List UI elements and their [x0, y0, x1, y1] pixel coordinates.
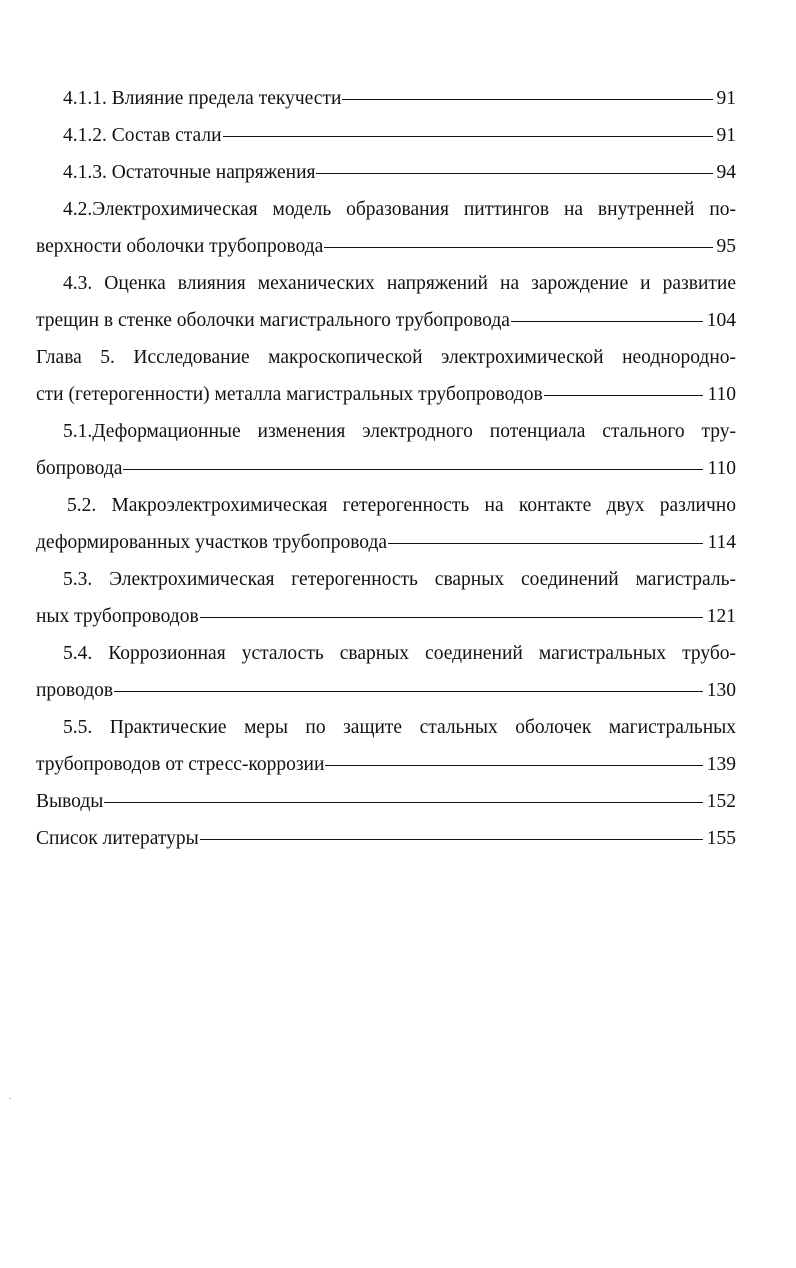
- toc-leader-line: [342, 99, 712, 100]
- toc-page-number: 91: [716, 88, 736, 109]
- toc-entry-title: бопровода: [36, 458, 123, 479]
- toc-entry-text-line: Глава 5. Исследование макроскопической электрохимической неоднородно-: [36, 347, 736, 368]
- toc-entry: [36, 487, 736, 561]
- toc-entry-last-line: [36, 228, 736, 265]
- toc-page-number: 104: [706, 310, 736, 331]
- toc-leader-line: [200, 839, 703, 840]
- toc-entry-title: ных трубопроводов: [36, 606, 199, 627]
- toc-entry-text-line: 5.2. Макроэлектрохимическая гетерогенность на контакте двух различно: [67, 495, 736, 516]
- toc-entry: [36, 154, 736, 191]
- toc-entry: [36, 80, 736, 117]
- toc-entry-text-line: 5.5. Практические меры по защите стальных оболочек магистральных: [63, 717, 736, 738]
- toc-page-number: 130: [706, 680, 736, 701]
- toc-entry-text-line: 4.2.Электрохимическая модель образования питтингов на внутренней по-: [63, 199, 736, 220]
- toc-entry-last-line: [36, 117, 736, 154]
- toc-entry-title: сти (гетерогенности) металла магистральных трубопроводов: [36, 384, 543, 405]
- toc-entry-title: верхности оболочки трубопровода: [36, 236, 324, 257]
- toc-entry-text-line: 4.3. Оценка влияния механических напряжений на зарождение и развитие: [63, 273, 736, 294]
- toc-entry-last-line: [36, 820, 736, 857]
- toc-leader-line: [114, 691, 703, 692]
- toc-page-number: 91: [716, 125, 736, 146]
- toc-entry-title: Список литературы: [36, 828, 199, 849]
- toc-entry: [36, 709, 736, 783]
- toc-page-number: 121: [706, 606, 736, 627]
- toc-page-number: 139: [706, 754, 736, 775]
- toc-entry: [36, 820, 736, 857]
- toc-leader-line: [223, 136, 713, 137]
- toc-leader-line: [104, 802, 702, 803]
- toc-leader-line: [324, 247, 712, 248]
- toc-leader-line: [325, 765, 702, 766]
- toc-entry-title: деформированных участков трубопровода: [36, 532, 388, 553]
- toc-entry-last-line: [36, 672, 736, 709]
- toc-entry-last-line: [36, 450, 736, 487]
- toc-page-number: 110: [707, 458, 736, 479]
- toc-entry-last-line: [36, 783, 736, 820]
- toc-entry: [36, 635, 736, 709]
- toc-entry-title: трубопроводов от стресс-коррозии: [36, 754, 325, 775]
- toc-entry-text-line: 5.1.Деформационные изменения электродного потенциала стального тру-: [63, 421, 736, 442]
- toc-leader-line: [200, 617, 703, 618]
- toc-entry-last-line: [36, 598, 736, 635]
- toc-entry: [36, 191, 736, 265]
- toc-entry-last-line: [36, 524, 736, 561]
- toc-page-number: 95: [716, 236, 736, 257]
- toc-entry-last-line: [36, 80, 736, 117]
- toc-leader-line: [316, 173, 712, 174]
- toc-entry-last-line: [36, 302, 736, 339]
- toc-entry-title: трещин в стенке оболочки магистрального трубопровода: [36, 310, 510, 331]
- toc-entry: [36, 339, 736, 413]
- toc-page-number: 152: [706, 791, 736, 812]
- toc-leader-line: [388, 543, 703, 544]
- toc-entry-title: проводов: [36, 680, 114, 701]
- toc-entry-last-line: [36, 376, 736, 413]
- table-of-contents: [36, 80, 736, 857]
- toc-page-number: 114: [707, 532, 736, 553]
- toc-leader-line: [123, 469, 703, 470]
- toc-entry-title: 4.1.2. Состав стали: [63, 125, 222, 146]
- toc-entry-title: 4.1.3. Остаточные напряжения: [63, 162, 316, 183]
- toc-entry: [36, 265, 736, 339]
- toc-entry: [36, 413, 736, 487]
- toc-entry-last-line: [36, 154, 736, 191]
- toc-leader-line: [511, 321, 703, 322]
- toc-entry: [36, 783, 736, 820]
- toc-entry-title: 4.1.1. Влияние предела текучести: [63, 88, 342, 109]
- toc-page-number: 110: [707, 384, 736, 405]
- toc-entry-text-line: 5.3. Электрохимическая гетерогенность сварных соединений магистраль-: [63, 569, 736, 590]
- toc-entry: [36, 117, 736, 154]
- toc-entry-title: Выводы: [36, 791, 104, 812]
- toc-entry-last-line: [36, 746, 736, 783]
- scan-speck: [9, 1098, 11, 1099]
- toc-page-number: 155: [706, 828, 736, 849]
- toc-page-number: 94: [716, 162, 736, 183]
- toc-entry: [36, 561, 736, 635]
- toc-entry-text-line: 5.4. Коррозионная усталость сварных соединений магистральных трубо-: [63, 643, 736, 664]
- toc-leader-line: [544, 395, 704, 396]
